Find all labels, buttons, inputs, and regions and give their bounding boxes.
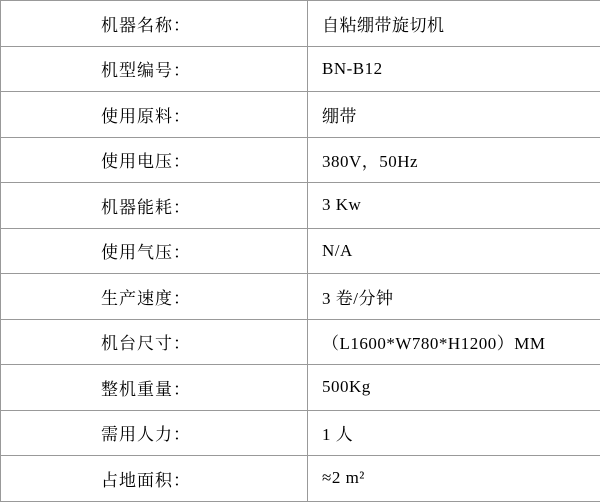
row-label: 机器能耗： (1, 183, 308, 229)
table-body (1, 1, 600, 502)
table-row (1, 410, 600, 456)
row-value: （L1600*W780*H1200）MM (308, 319, 600, 365)
row-value: N/A (308, 228, 600, 274)
table-row (1, 456, 600, 502)
row-value: 3 Kw (308, 183, 600, 229)
row-label: 使用原料： (1, 92, 308, 138)
row-value: 绷带 (308, 92, 600, 138)
table-row (1, 319, 600, 365)
table-row (1, 183, 600, 229)
row-value: 3 卷/分钟 (308, 274, 600, 320)
row-label: 使用气压： (1, 228, 308, 274)
table-row (1, 137, 600, 183)
row-value: 自粘绷带旋切机 (308, 1, 600, 47)
row-value: 500Kg (308, 365, 600, 411)
row-value: 1 人 (308, 410, 600, 456)
row-label: 生产速度： (1, 274, 308, 320)
row-value: 380V，50Hz (308, 137, 600, 183)
table-row (1, 92, 600, 138)
row-value: ≈2 m² (308, 456, 600, 502)
row-label: 整机重量： (1, 365, 308, 411)
table-row (1, 228, 600, 274)
row-label: 需用人力： (1, 410, 308, 456)
row-label: 机器名称： (1, 1, 308, 47)
table-row (1, 365, 600, 411)
row-value: BN-B12 (308, 46, 600, 92)
row-label: 占地面积： (1, 456, 308, 502)
row-label: 机型编号： (1, 46, 308, 92)
row-label: 使用电压： (1, 137, 308, 183)
table-row (1, 46, 600, 92)
table-row (1, 1, 600, 47)
table-row (1, 274, 600, 320)
row-label: 机台尺寸： (1, 319, 308, 365)
